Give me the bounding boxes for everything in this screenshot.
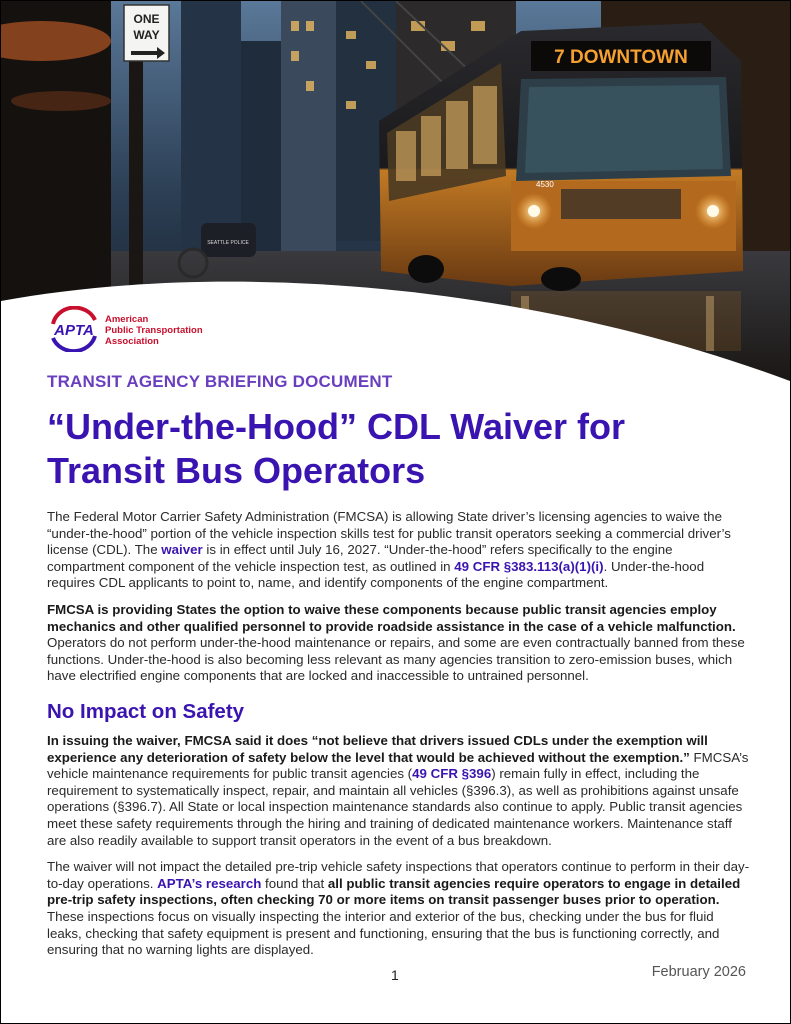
document-title: “Under-the-Hood” CDL Waiver for Transit Bus Operators	[47, 406, 626, 491]
safety-p1-bold: In issuing the waiver, FMCSA said it does “not believe that drivers issued CDLs under the exemption will experience any deterioration of safety below the level that would be achieved without the exemption.”	[47, 733, 708, 765]
intro-p1-text-c: . Under-the-hood requires CDL applicants to point to, name, and identify components of the engine compartment.	[47, 558, 705, 591]
waiver-link[interactable]: waiver	[161, 542, 203, 558]
intro-p1-text-b: is in effect until July 16, 2027. “Under-the-hood” refers specifically to the engine compartment component of the vehicle inspection test, as outlined in	[47, 542, 673, 574]
apta-research-link[interactable]: APTA’s research	[157, 875, 262, 891]
apta-org-line2: Public Transportation	[105, 325, 203, 336]
safety-p2-bold: all public transit agencies require operators to engage in detailed pre-trip safety inspections, often checking 70 or more items on transit passenger buses prior to operation.	[47, 875, 741, 908]
bus-destination-sign: 7 DOWNTOWN	[554, 47, 688, 68]
street-sign-line2: WAY	[133, 28, 160, 42]
safety-p1-text-a: FMCSA’s vehicle maintenance requirements for public transit agencies (	[47, 749, 749, 782]
safety-section	[47, 733, 752, 969]
intro-paragraph-2	[47, 602, 747, 685]
intro-section	[47, 509, 747, 695]
apta-org-line1: American	[105, 314, 149, 325]
intro-p2-rest: Operators do not perform under-the-hood maintenance or repairs, and some are even contractually banned from these functions. Under-the-hood is also becoming less relevant as many agencies transition to zero-emission buses, which have electrified engine components that are locked and inaccessible to untrained personnel.	[47, 635, 745, 684]
safety-p2-text-c: These inspections focus on visually inspecting the interior and exterior of the bus, checking under the bus for fluid leaks, checking that safety equipment is present and functioning, ensuring that the bus is functioning correctly, and ensuring that no warning lights are displayed.	[47, 908, 720, 958]
cfr-383-link[interactable]: 49 CFR §383.113(a)(1)(i)	[454, 558, 604, 574]
page-number: 1	[391, 967, 399, 983]
apta-org-name	[105, 314, 203, 347]
intro-p2-bold: FMCSA is providing States the option to waive these components because public transit agencies employ mechanics and other qualified personnel to provide roadside assistance in the case of a vehicle malfunction.	[47, 601, 736, 634]
safety-p2-text-b: found that	[261, 875, 328, 891]
cfr-396-link[interactable]: 49 CFR §396	[412, 766, 492, 782]
safety-p1-text-b: ) remain fully in effect, including the requirement to systematically inspect, repair, and maintain all vehicles (§396.3), as well as prohibitions against unsafe operations (§396.7). All State or local inspection maintenance standards also continue to apply. Public transit agencies meet these safety requirements through the hiring and training of dedicated maintenance workers. Maintenance staff are also readily available to support transit operators in the event of a bus breakdown.	[47, 766, 743, 848]
intro-p1-text-a: The Federal Motor Carrier Safety Administration (FMCSA) is allowing State driver’s licensing agencies to waive the “under-the-hood” portion of the vehicle inspection skills test for public transit operators seeking a commercial driver’s license (CDL). The	[47, 509, 731, 558]
safety-p2-text-a: The waiver will not impact the detailed pre-trip vehicle safety inspections that operators continue to perform in their day-to-day operations.	[47, 859, 750, 891]
document-kicker: TRANSIT AGENCY BRIEFING DOCUMENT	[47, 372, 393, 391]
safety-heading: No Impact on Safety	[47, 700, 245, 723]
document-date: February 2026	[651, 964, 746, 980]
police-car-text: SEATTLE POLICE	[207, 240, 249, 246]
safety-paragraph-1	[47, 733, 752, 849]
safety-paragraph-2	[47, 859, 752, 959]
apta-logo-icon	[47, 306, 101, 352]
apta-org-line3: Association	[105, 336, 159, 347]
apta-logo	[47, 306, 217, 354]
intro-paragraph-1	[47, 509, 747, 592]
bus-number: 4530	[536, 180, 554, 189]
street-sign-line1: ONE	[133, 12, 160, 26]
apta-logo-mark-text: APTA	[54, 322, 94, 339]
